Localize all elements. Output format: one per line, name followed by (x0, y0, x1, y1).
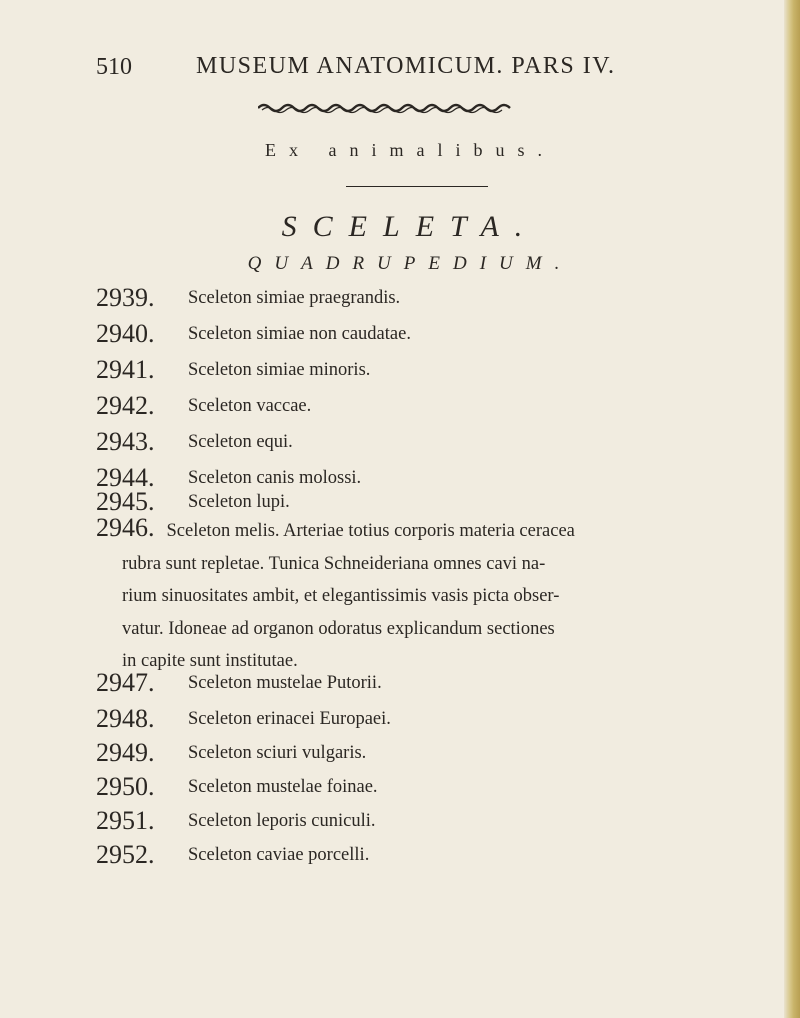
entry-text: Sceleton erinacei Europaei. (188, 709, 391, 729)
long-entry-line: rubra sunt repletae. Tunica Schneideriana omnes cavi na- (122, 553, 546, 574)
main-title: SCELETA. (281, 210, 539, 243)
entry-number: 2951. (96, 806, 155, 835)
page-number: 510 (96, 54, 132, 80)
entry-number: 2940. (96, 319, 155, 348)
entry-number: 2943. (96, 427, 155, 456)
entry-text: Sceleton sciuri vulgaris. (188, 743, 367, 763)
entry-text: Sceleton leporis cuniculi. (188, 811, 376, 831)
entry-number: 2948. (96, 704, 155, 733)
long-entry-line (96, 512, 736, 548)
entry-number: 2939. (96, 283, 155, 312)
entry-number: 2952. (96, 840, 155, 869)
entry-text: Sceleton simiae praegrandis. (188, 288, 401, 308)
entry-number: 2941. (96, 355, 155, 384)
entry-number: 2947. (96, 668, 155, 697)
entry-text: Sceleton vaccae. (188, 396, 312, 416)
page-edge (784, 0, 800, 1018)
entry-text: Sceleton mustelae Putorii. (188, 673, 382, 693)
long-entry-line: in capite sunt institutae. (122, 651, 298, 671)
entry-text: Sceleton simiae minoris. (188, 360, 371, 380)
section-heading: Ex animalibus. (265, 140, 555, 160)
entry-number: 2942. (96, 391, 155, 420)
long-entry-line: rium sinuositates ambit, et elegantissimis vasis picta obser- (122, 586, 560, 606)
entry-text: Sceleton simiae non caudatae. (188, 324, 411, 344)
page-header (96, 48, 736, 88)
wavy-ornament (258, 100, 518, 114)
entry-number: 2950. (96, 772, 155, 801)
entry-text: Sceleton caviae porcelli. (188, 845, 370, 865)
running-title: MUSEUM ANATOMICUM. PARS IV. (196, 53, 616, 79)
catalogue-entry-long (96, 512, 736, 678)
entry-text: Sceleton equi. (188, 432, 293, 452)
entry-number: 2945. (96, 487, 155, 516)
entry-number: 2946. (96, 513, 155, 542)
subtitle: QUADRUPEDIUM. (247, 253, 573, 274)
entry-text: Sceleton mustelae foinae. (188, 777, 378, 797)
long-entry-line: vatur. Idoneae ad organon odoratus explicandum sectiones (122, 618, 555, 639)
entry-text: Sceleton canis molossi. (188, 468, 362, 488)
entry-text: Sceleton melis. Arteriae totius corporis materia ceracea (166, 521, 575, 541)
entry-number: 2944. (96, 463, 155, 492)
heading-rule (346, 186, 488, 187)
entry-text: Sceleton lupi. (188, 492, 290, 512)
entry-number: 2949. (96, 738, 155, 767)
